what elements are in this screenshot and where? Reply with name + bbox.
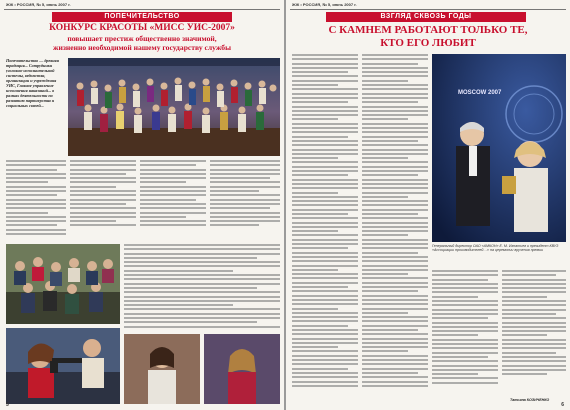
author-signature: Татьяна КОЗИЧЕНКО	[510, 398, 550, 402]
interview-column-2	[362, 54, 428, 404]
article-column-4	[210, 160, 280, 230]
headline-left-line2: повышает престиж общественно значимой,	[67, 34, 217, 43]
article-column-3	[140, 160, 206, 230]
pistol-photo-image	[6, 328, 120, 404]
contestant-photo-2	[204, 334, 280, 404]
rubric-left: ПОПЕЧИТЕЛЬСТВО	[52, 12, 232, 22]
contestant-photo-1	[124, 334, 200, 404]
header-rule-right	[290, 9, 566, 10]
group-photo	[68, 58, 280, 156]
pistol-photo	[6, 328, 120, 404]
left-page	[0, 0, 284, 410]
page-number-left: 5	[6, 402, 9, 408]
lead-paragraph: Попечительство — древняя традиция... Сотрудники уголовно-исполнительной системы, ведомства, организации и учреждения УИС, Главное управление исполнения наказаний... в рамках деятельности по развитию партнерства и социальных связей...	[6, 58, 59, 108]
page-number-right: 6	[561, 402, 564, 408]
award-ceremony-photo	[432, 54, 566, 242]
running-head-left: ЖЖ • РОССИЯ, № 5, июнь 2007 г.	[6, 2, 71, 7]
backdrop-text: MOSCOW 2007	[458, 90, 502, 96]
right-page	[286, 0, 570, 410]
interview-column-3	[432, 270, 498, 404]
article-column-5	[124, 244, 280, 330]
article-column-1	[6, 160, 66, 240]
headline-right-line2: КТО ЕГО ЛЮБИТ	[380, 37, 476, 49]
headline-right-line1: С КАМНЕМ РАБОТАЮТ ТОЛЬКО ТЕ,	[328, 24, 528, 36]
interview-column-1	[292, 54, 358, 404]
group-photo-image	[68, 58, 280, 156]
headline-left-line1: КОНКУРС КРАСОТЫ «МИСС УИС-2007»	[49, 23, 235, 33]
running-head-right: ЖЖ • РОССИЯ, № 5, июнь 2007 г.	[292, 2, 357, 7]
interview-column-4	[502, 270, 566, 396]
article-column-2	[70, 160, 136, 230]
jury-photo-image	[6, 244, 120, 324]
contestant-photo-1-image	[124, 334, 200, 404]
header-rule	[4, 9, 280, 10]
award-ceremony-image	[432, 54, 566, 242]
jury-photo	[6, 244, 120, 324]
headline-left-line3: жизненно необходимой нашему государству службы	[52, 43, 232, 52]
contestant-photo-2-image	[204, 334, 280, 404]
rubric-right: ВЗГЛЯД СКВОЗЬ ГОДЫ	[326, 12, 526, 22]
photo-caption: Генеральный директор ОАО «АМКОН» Е. М. Игнатьев и президент КВУЗ «Ассоциации производителей…» на церемонии вручения премии	[432, 244, 559, 253]
